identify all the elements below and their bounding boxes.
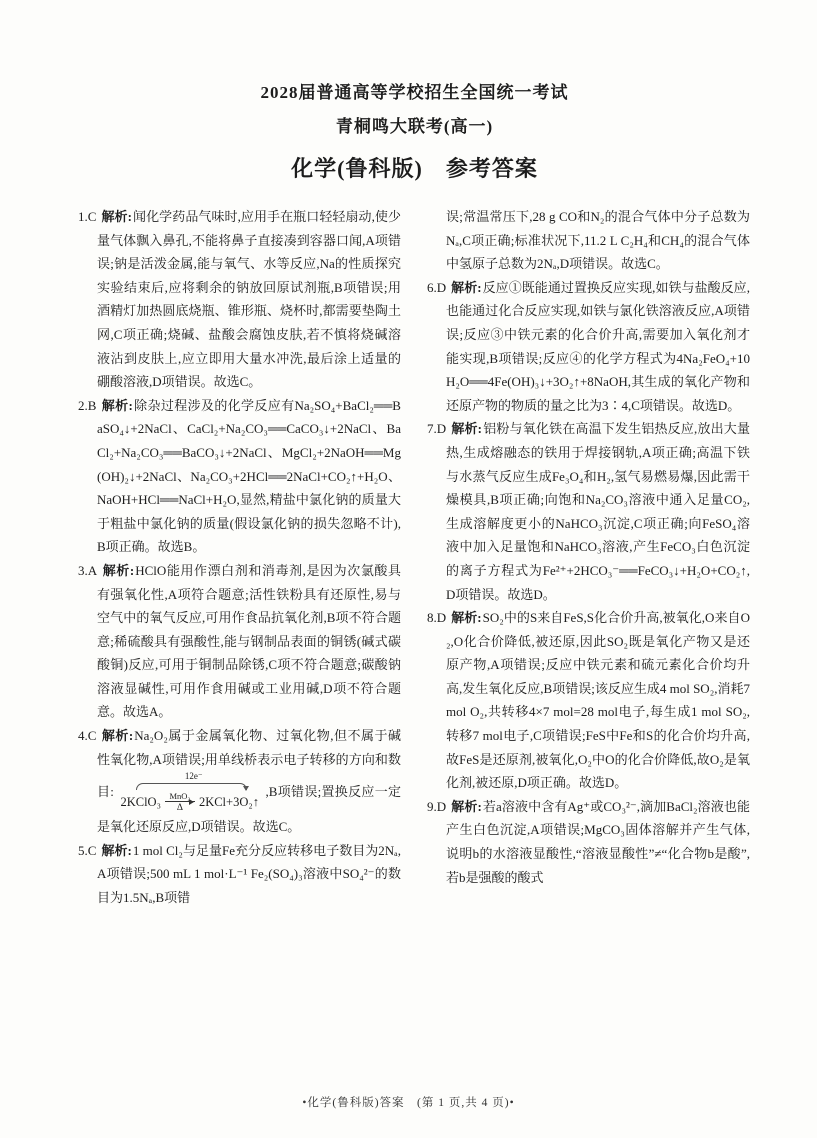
jiexi-label: 解析: — [101, 728, 134, 744]
jiexi-label: 解析: — [101, 842, 132, 858]
right-column — [427, 205, 750, 909]
jiexi-label: 解析: — [451, 421, 483, 437]
item-text: 若a溶液中含有Ag⁺或CO₃²⁻,滴加BaCl₂溶液也能产生白色沉淀,A项错误;MgCO₃固体溶解并产生气体,说明b的水溶液显酸性,“溶液显酸性”≠“化合物b是酸”,若b是强酸的酸式 — [446, 798, 750, 885]
answer-item-7 — [427, 417, 750, 606]
item-number: 2.B — [78, 397, 97, 413]
jiexi-label: 解析: — [451, 798, 482, 814]
subject-title: 化学(鲁科版) 参考答案 — [291, 156, 538, 181]
item-text: 闻化学药品气味时,应用手在瓶口轻轻扇动,使少量气体飘入鼻孔,不能将鼻子直接凑到容器口闻,A项错误;钠是活泼金属,能与氧气、水等反应,Na的性质探究实验结束后,应将剩余的钠放回原试剂瓶,B项错误;用酒精灯加热圆底烧瓶、锥形瓶、烧杯时,都需要垫陶土网,C项正确;烧碱、盐酸会腐蚀皮肤,若不慎将烧碱溶液沾到皮肤上,应立即用大量水冲洗,最后涂上适量的硼酸溶液,D项错误。故选C。 — [97, 209, 401, 390]
item-number: 7.D — [427, 421, 447, 437]
arrow-shaft-icon — [165, 801, 195, 802]
condition-top: MnO₂ — [169, 790, 191, 801]
left-column — [78, 205, 401, 909]
item-text: 1 mol Cl₂与足量Fe充分反应转移电子数目为2Nₐ,A项错误;500 mL 1 mol·L⁻¹ Fe₂(SO₄)₃溶液中SO₄²⁻的数目为1.5Nₐ,B项错 — [97, 842, 401, 905]
item-number: 8.D — [427, 610, 447, 626]
electron-transfer-equation — [120, 772, 259, 814]
answer-item-1 — [78, 205, 401, 394]
exam-subtitle: 青桐鸣大联考(高一) — [335, 117, 494, 136]
electron-bridge — [120, 772, 259, 790]
electron-count-label: 12e⁻ — [184, 771, 203, 782]
item-text: HClO能用作漂白剂和消毒剂,是因为次氯酸具有强氧化性,A项符合题意;活性铁粉具有还原性,易与空气中的氧气反应,可用作食品抗氧化剂,B项不符合题意;稀硫酸具有强酸性,能与钢制品表面的铜锈(碱式碳酸铜)反应,可用于铜制品除锈,C项不符合题意;碳酸钠溶液显碱性,可用作食用碱或工业用碱,D项不符合题意。故选A。 — [97, 562, 401, 720]
answer-item-5 — [78, 839, 401, 910]
page-footer: •化学(鲁科版)答案 (第 1 页,共 4 页)• — [302, 1097, 515, 1109]
item-text: 误;常温常压下,28 g CO和N₂的混合气体中分子总数为Nₐ,C项正确;标准状况下,11.2 L C₂H₄和CH₄的混合气体中氢原子总数为2Nₐ,D项错误。故选C。 — [446, 209, 750, 272]
page-header — [78, 78, 751, 183]
item-number: 9.D — [427, 798, 447, 814]
answer-item-6 — [427, 276, 750, 418]
jiexi-label: 解析: — [102, 562, 135, 578]
item-number: 6.D — [427, 279, 447, 295]
jiexi-label: 解析: — [101, 209, 132, 224]
item-text: Na₂O₂属于金属氧化物、过氧化物,但不属于碱性氧化物,A项错误;用单线桥表示电子转移的方向和数目: — [97, 728, 401, 800]
item-number: 1.C — [78, 209, 97, 224]
jiexi-label: 解析: — [451, 610, 482, 626]
equation-product: 2KCl+3O₂↑ — [198, 795, 259, 810]
answer-item-8 — [427, 606, 750, 795]
answer-item-5-continuation — [427, 205, 750, 276]
answer-item-2 — [78, 394, 401, 559]
jiexi-label: 解析: — [101, 397, 133, 413]
bridge-arrow-icon — [136, 783, 247, 790]
equation-row — [120, 792, 259, 814]
item-number: 3.A — [78, 562, 98, 578]
answer-item-4 — [78, 724, 401, 838]
condition-bottom: Δ — [176, 803, 183, 814]
reaction-arrow-icon — [165, 792, 195, 814]
item-text: 除杂过程涉及的化学反应有Na₂SO₄+BaCl₂══BaSO₄↓+2NaCl、CaCl₂+Na₂CO₃══CaCO₃↓+2NaCl、BaCl₂+Na₂CO₃══BaCO₃↓+2NaCl、MgCl₂+2NaOH══Mg(OH)₂↓+2NaCl、Na₂CO₃+2HCl══2NaCl+CO₂↑+H₂O、NaOH+HCl══NaCl+H₂O,显然,精盐中氯化钠的质量大于粗盐中氯化钠的质量(假设氯化钠的损失忽略不计),B项正确。故选B。 — [97, 397, 401, 555]
answer-columns — [78, 205, 751, 909]
answer-item-3 — [78, 559, 401, 724]
jiexi-label: 解析: — [451, 279, 482, 295]
item-text-after: ,B项错误;置换反应一定是氧化还原反应,D项错误。故选C。 — [97, 784, 401, 834]
item-number: 5.C — [78, 842, 97, 858]
exam-title: 2028届普通高等学校招生全国统一考试 — [260, 83, 569, 102]
item-number: 4.C — [78, 728, 97, 744]
item-text: SO₂中的S来自FeS,S化合价升高,被氧化,O来自O₂,O化合价降低,被还原,因此SO₂既是氧化产物又是还原产物,A项错误;反应中铁元素和硫元素化合价均升高,发生氧化反应,B项错误;该反应生成4 mol SO₂,消耗7 mol O₂,共转移4×7 mol=28 mol电子,每生成1 mol SO₂,转移7 mol电子,C项错误;FeS中Fe和S的化合价均升高,故FeS是还原剂,被氧化,O₂中O的化合价降低,故O₂是氧化剂,被还原,D项正确。故选D。 — [446, 610, 750, 791]
item-text: 反应①既能通过置换反应实现,如铁与盐酸反应,也能通过化合反应实现,如铁与氯化铁溶液反应,A项错误;反应③中铁元素的化合价升高,需要加入氧化剂才能实现,B项错误;反应④的化学方程式为4Na₂FeO₄+10H₂O══4Fe(OH)₃↓+3O₂↑+8NaOH,其生成的氧化产物和还原产物的物质的量之比为3∶4,C项错误。故选D。 — [446, 279, 750, 413]
answer-item-9 — [427, 795, 750, 889]
item-text: 铝粉与氧化铁在高温下发生铝热反应,放出大量热,生成熔融态的铁用于焊接钢轨,A项正确;高温下铁与水蒸气反应生成Fe₃O₄和H₂,氢气易燃易爆,因此需干燥模具,B项正确;向饱和Na₂CO₃溶液中通入足量CO₂,生成溶解度更小的NaHCO₃沉淀,C项正确;向FeSO₄溶液中加入足量饱和NaHCO₃溶液,产生FeCO₃白色沉淀的离子方程式为Fe²⁺+2HCO₃⁻══FeCO₃↓+H₂O+CO₂↑,D项错误。故选D。 — [446, 421, 750, 602]
equation-reactant: 2KClO₃ — [120, 795, 161, 810]
